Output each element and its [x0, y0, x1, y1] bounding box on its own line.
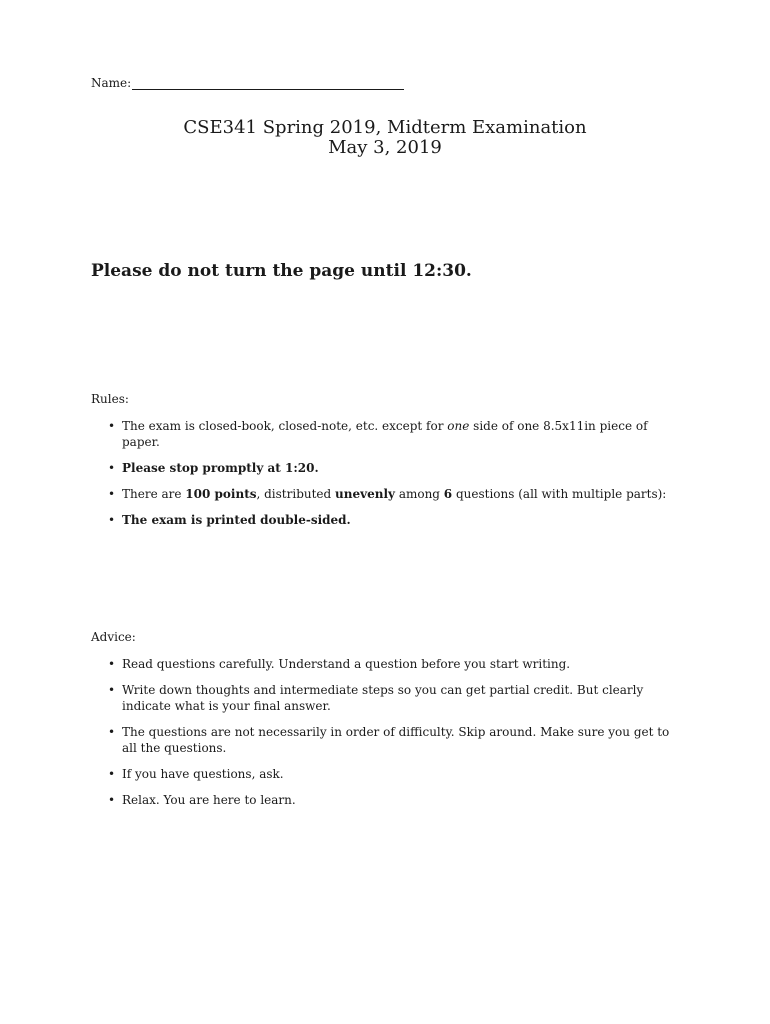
name-blank-line[interactable]: [132, 77, 404, 90]
rules-list: [108, 418, 683, 538]
advice-item: • Relax. You are here to learn.: [108, 792, 683, 808]
rule-text: questions (all with multiple parts):: [452, 487, 667, 501]
rule-item: [108, 512, 683, 528]
advice-item: • Write down thoughts and intermediate steps so you can get partial credit. But clearly indicate what is your final answer.: [108, 682, 683, 714]
rules-heading: Rules:: [91, 392, 129, 406]
rule-item: [108, 418, 683, 450]
rule-unevenly: unevenly: [335, 487, 395, 501]
advice-list: [108, 656, 683, 818]
advice-heading: Advice:: [91, 630, 136, 644]
rule-text: side of one 8.5x11in piece of paper.: [122, 419, 648, 449]
rule-points: 100 points: [185, 487, 257, 501]
rule-text: among: [395, 487, 444, 501]
name-field-row: [91, 76, 404, 90]
rule-item: [108, 486, 683, 502]
advice-item: • Read questions carefully. Understand a question before you start writing.: [108, 656, 683, 672]
exam-title-line: CSE341 Spring 2019, Midterm Examination: [183, 117, 587, 138]
exam-title: [0, 118, 770, 158]
rule-text: There are: [122, 487, 186, 501]
rule-emphasis: one: [447, 419, 470, 433]
advice-item: • The questions are not necessarily in order of difficulty. Skip around. Make sure you get to all the questions.: [108, 724, 683, 756]
advice-item: • If you have questions, ask.: [108, 766, 683, 782]
start-time-notice: Please do not turn the page until 12:30.: [91, 261, 472, 281]
rule-question-count: 6: [443, 487, 453, 501]
rule-text: , distributed: [256, 487, 336, 501]
rule-text-bold: The exam is printed double-sided.: [122, 513, 351, 527]
name-label: Name:: [91, 76, 132, 90]
rule-text: The exam is closed-book, closed-note, etc. except for: [122, 419, 448, 433]
rule-text-bold: Please stop promptly at 1:20.: [122, 461, 319, 475]
exam-date: May 3, 2019: [328, 137, 442, 158]
rule-item: [108, 460, 683, 476]
